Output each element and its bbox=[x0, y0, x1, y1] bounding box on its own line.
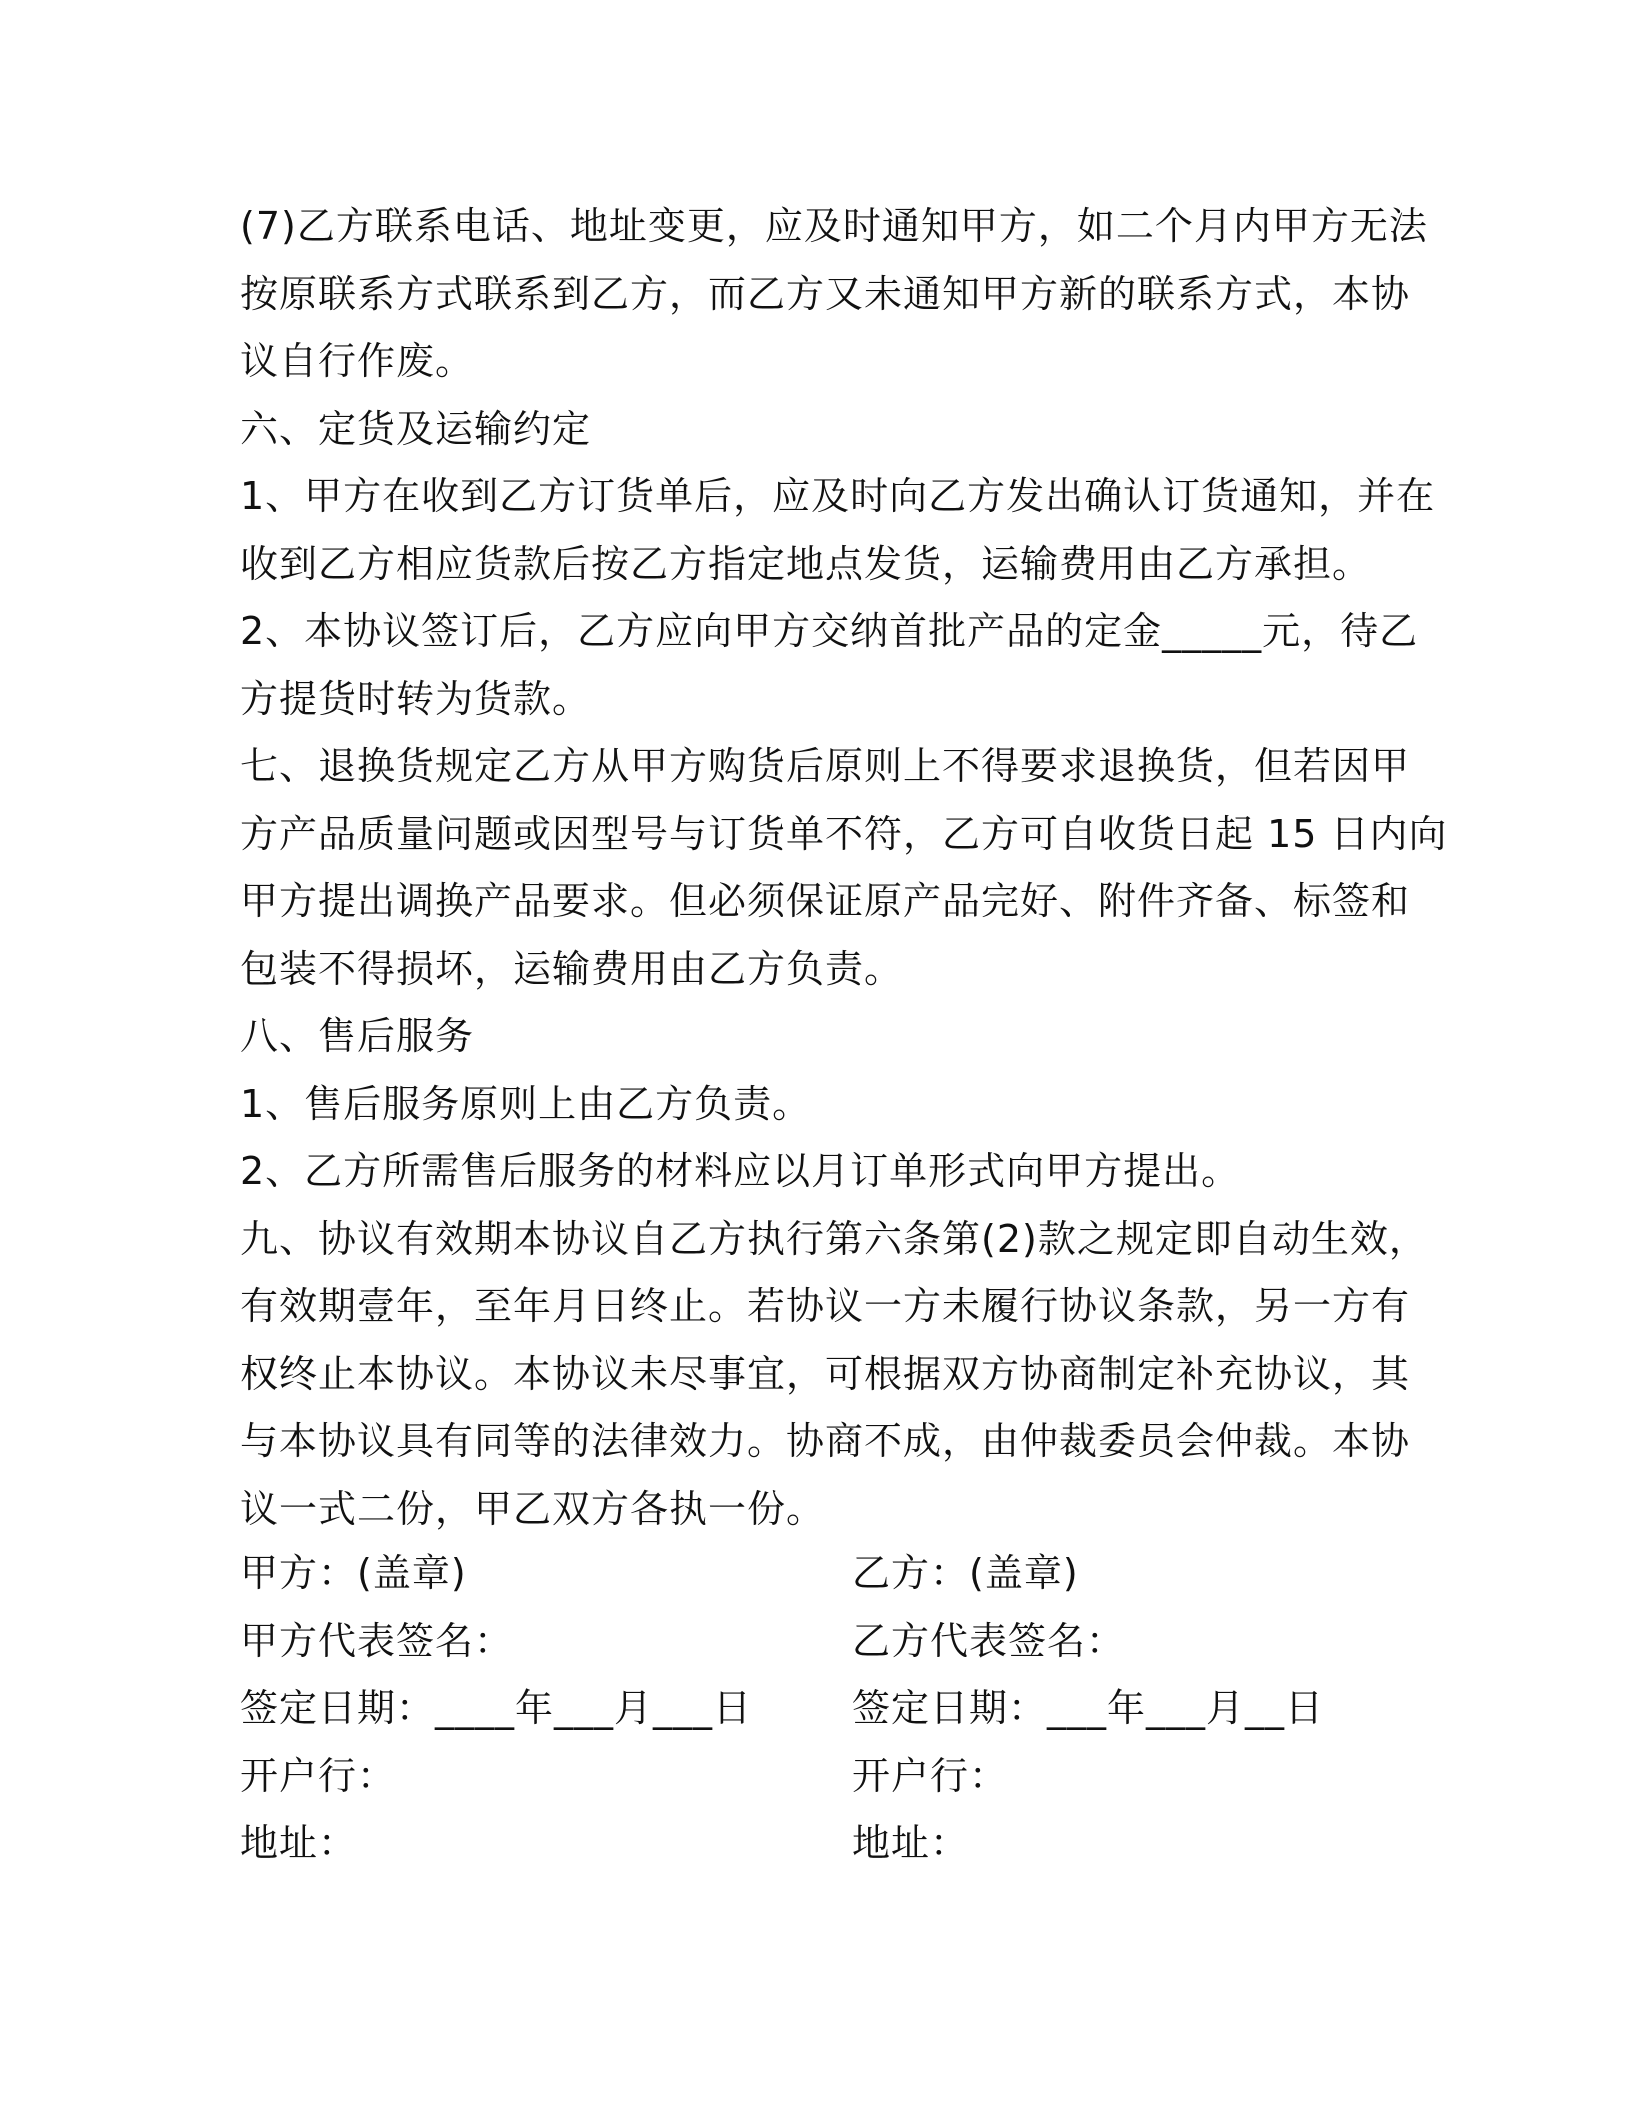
section-9-line-1: 九、协议有效期本协议自乙方执行第六条第(2)款之规定即自动生效， bbox=[240, 1216, 1428, 1261]
section-9-line-3: 权终止本协议。本协议未尽事宜，可根据双方协商制定补充协议，其 bbox=[240, 1351, 1411, 1396]
party-a-bank: 开户行： bbox=[240, 1753, 397, 1798]
clause-6-1-line-1: 1、甲方在收到乙方订货单后，应及时向乙方发出确认订货通知，并在 bbox=[240, 474, 1436, 518]
clause-8-2: 2、乙方所需售后服务的材料应以月订单形式向甲方提出。 bbox=[240, 1149, 1241, 1193]
clause-5-7-line-3: 议自行作废。 bbox=[240, 339, 475, 383]
clause-6-1-line-2: 收到乙方相应货款后按乙方指定地点发货，运输费用由乙方承担。 bbox=[240, 541, 1372, 586]
section-6-heading: 六、定货及运输约定 bbox=[240, 406, 592, 451]
bank-row bbox=[240, 1743, 1400, 1811]
clause-8-1: 1、售后服务原则上由乙方负责。 bbox=[240, 1081, 812, 1126]
party-b-date: 签定日期：___年___月__日 bbox=[852, 1686, 1325, 1730]
seal-row bbox=[240, 1540, 1400, 1608]
party-a-address: 地址： bbox=[240, 1821, 358, 1865]
party-a-rep-sign: 甲方代表签名： bbox=[240, 1618, 514, 1663]
section-9-line-4: 与本协议具有同等的法律效力。协商不成，由仲裁委员会仲裁。本协 bbox=[240, 1419, 1411, 1463]
party-b-address: 地址： bbox=[852, 1821, 970, 1865]
clause-5-7-line-1: (7)乙方联系电话、地址变更，应及时通知甲方，如二个月内甲方无法 bbox=[240, 204, 1428, 248]
rep-sign-row bbox=[240, 1608, 1400, 1676]
clause-6-2-line-2: 方提货时转为货款。 bbox=[240, 676, 592, 721]
clause-6-2-line-1: 2、本协议签订后，乙方应向甲方交纳首批产品的定金_____元，待乙 bbox=[240, 609, 1419, 653]
section-7-line-1: 七、退换货规定乙方从甲方购货后原则上不得要求退换货，但若因甲 bbox=[240, 744, 1411, 788]
party-a-date: 签定日期：____年___月___日 bbox=[240, 1686, 753, 1730]
signature-block bbox=[240, 1540, 1400, 1878]
party-b-bank: 开户行： bbox=[852, 1753, 1009, 1798]
section-7-line-2: 方产品质量问题或因型号与订货单不符，乙方可自收货日起 15 日内向 bbox=[240, 811, 1448, 856]
party-b-rep-sign: 乙方代表签名： bbox=[852, 1618, 1126, 1663]
date-row bbox=[240, 1675, 1400, 1743]
clause-5-7-line-2: 按原联系方式联系到乙方，而乙方又未通知甲方新的联系方式，本协 bbox=[240, 271, 1411, 316]
document-body bbox=[240, 193, 1448, 1543]
section-9-line-2: 有效期壹年，至年月日终止。若协议一方未履行协议条款，另一方有 bbox=[240, 1284, 1411, 1328]
section-7-line-3: 甲方提出调换产品要求。但必须保证原产品完好、附件齐备、标签和 bbox=[240, 879, 1411, 923]
section-9-line-5: 议一式二份，甲乙双方各执一份。 bbox=[240, 1486, 826, 1531]
party-a-seal: 甲方：(盖章) bbox=[240, 1551, 467, 1595]
party-b-seal: 乙方：(盖章) bbox=[852, 1551, 1079, 1595]
address-row bbox=[240, 1810, 1400, 1878]
section-8-heading: 八、售后服务 bbox=[240, 1014, 475, 1058]
section-7-line-4: 包装不得损坏，运输费用由乙方负责。 bbox=[240, 946, 904, 991]
